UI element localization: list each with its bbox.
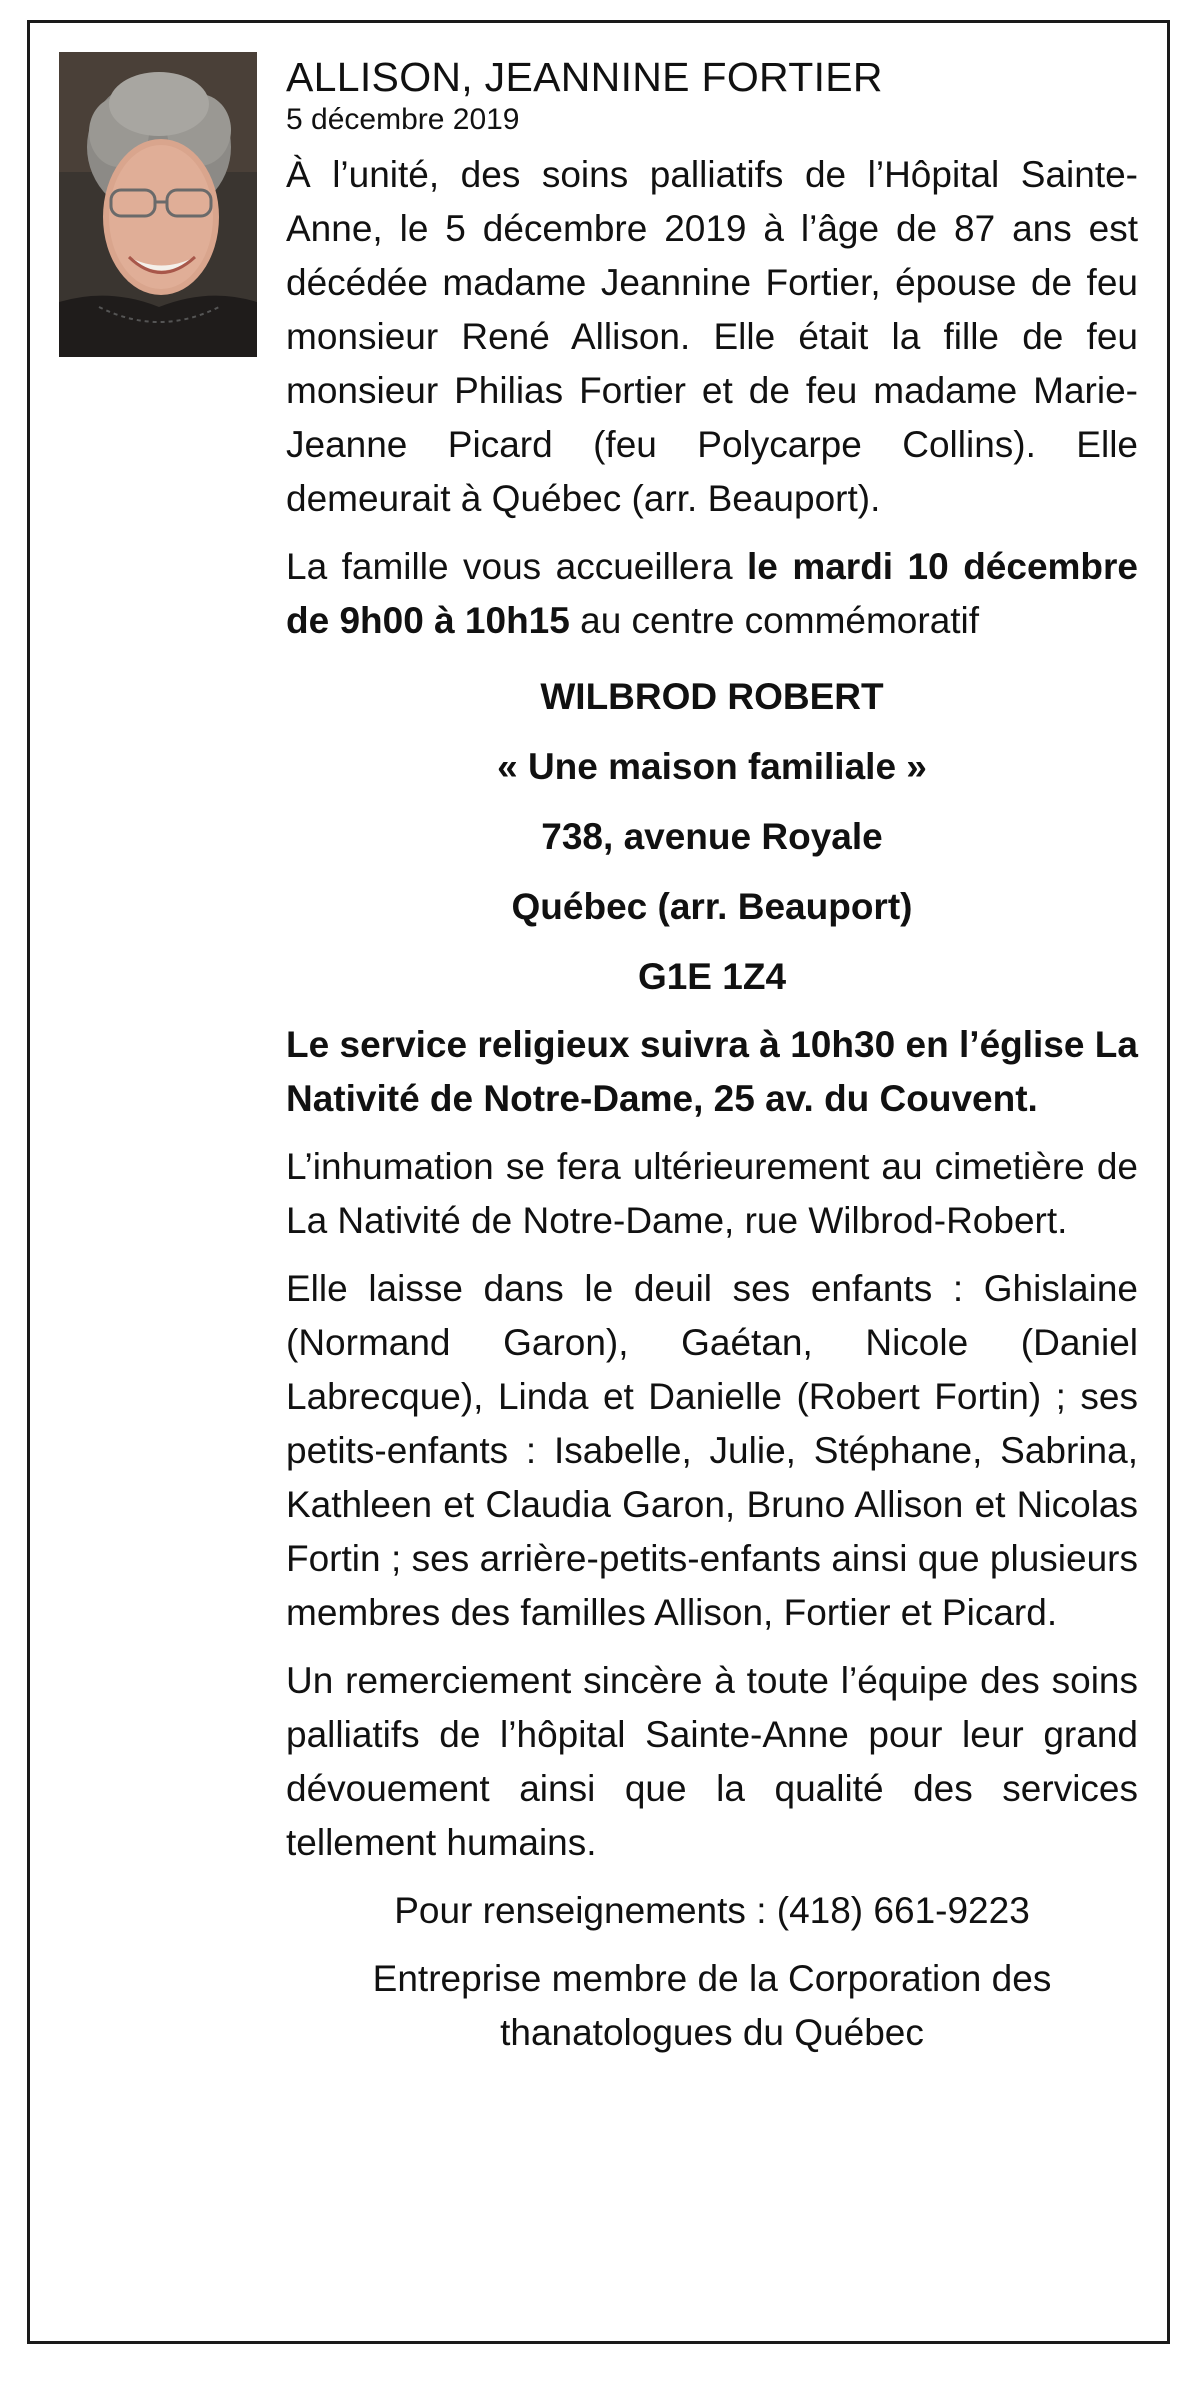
notice-content [286,52,1138,2060]
thanks-paragraph: Un remerciement sincère à toute l’équipe des soins palliatifs de l’hôpital Sainte-Anne pour leur grand dévouement ainsi que la qualité des services tellement humains. [286,1660,1138,1863]
visitation-time: le mardi 10 décembre de 9h00 à 10h15 [286,546,1139,641]
visitation-suffix: au centre commémoratif [569,600,980,641]
funeral-home-address [286,662,1138,1012]
membership-line-1: Entreprise membre de la Corporation des [372,1958,1052,1999]
visitation-prefix: La famille vous accueillera [286,546,747,587]
deceased-name: ALLISON, JEANNINE FORTIER [286,54,883,100]
portrait-photo [59,52,257,357]
notice-date: 5 décembre 2019 [286,103,520,136]
funeral-home-postal: G1E 1Z4 [637,956,787,997]
survivors-paragraph: Elle laisse dans le deuil ses enfants : Ghislaine (Normand Garon), Gaétan, Nicole (Daniel Labrecque), Linda et Danielle (Robert Fortin) ; ses petits-enfants : Isabelle, Julie, Stéphane, Sabrina, Kathleen et Claudia Garon, Bruno Allison et Nicolas Fortin ; ses arrière-petits-enfants ainsi que plusieurs membres des familles Allison, Fortier et Picard. [286,1268,1138,1633]
funeral-home-slogan: « Une maison familiale » [497,746,927,787]
burial-paragraph: L’inhumation se fera ultérieurement au cimetière de La Nativité de Notre-Dame, rue Wilbrod-Robert. [286,1146,1138,1241]
intro-paragraph: À l’unité, des soins palliatifs de l’Hôpital Sainte-Anne, le 5 décembre 2019 à l’âge de 87 ans est décédée madame Jeannine Fortier, épouse de feu monsieur René Allison. Elle était la fille de feu monsieur Philias Fortier et de feu madame Marie-Jeanne Picard (feu Polycarpe Collins). Elle demeurait à Québec (arr. Beauport). [286,154,1138,519]
funeral-home-city: Québec (arr. Beauport) [511,886,913,927]
funeral-home-name: WILBROD ROBERT [540,676,884,717]
funeral-home-street: 738, avenue Royale [541,816,883,857]
visitation-paragraph [286,540,1138,648]
membership-line-2: thanatologues du Québec [500,2012,924,2053]
service-paragraph: Le service religieux suivra à 10h30 en l’église La Nativité de Notre-Dame, 25 av. du Couvent. [286,1024,1138,1119]
membership-note [286,1952,1138,2060]
contact-info: Pour renseignements : (418) 661-9223 [394,1890,1030,1931]
